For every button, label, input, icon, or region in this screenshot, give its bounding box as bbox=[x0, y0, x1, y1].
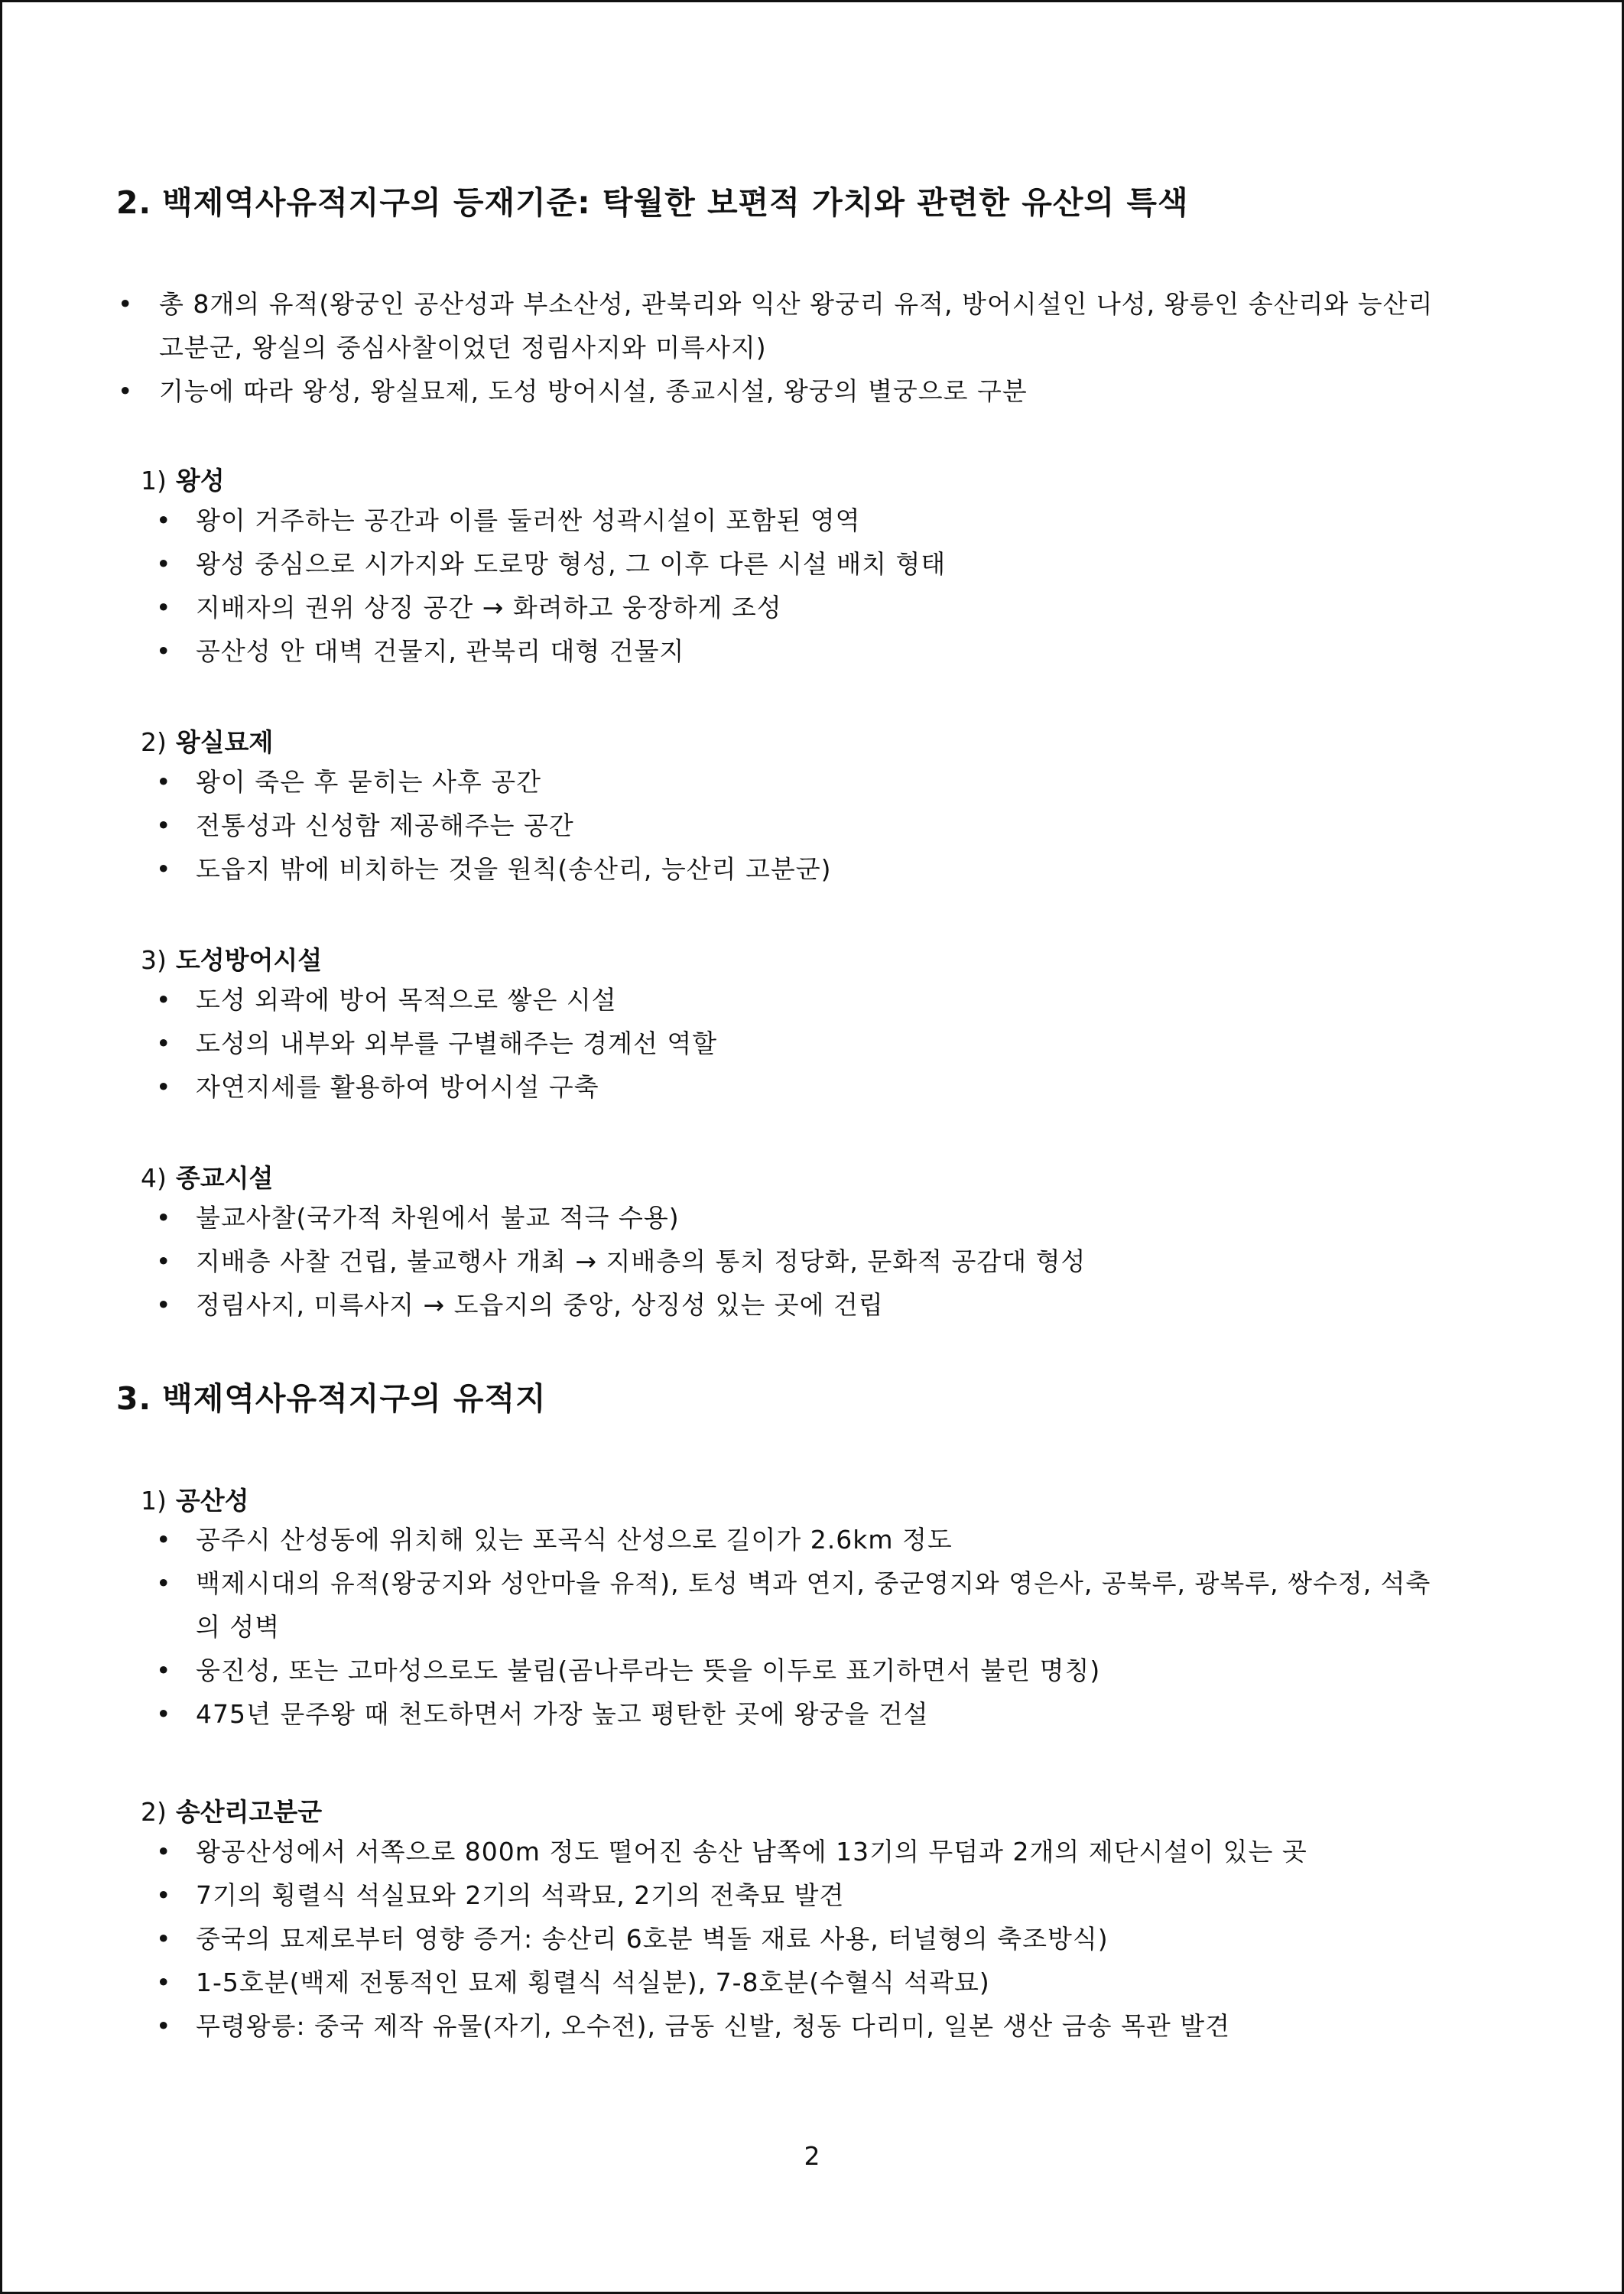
list-item: • 도성의 내부와 외부를 구별해주는 경계선 역할 bbox=[151, 1022, 1436, 1065]
section-3-title: 백제역사유적지구의 유적지 bbox=[162, 1380, 547, 1417]
section-2-number: 2. bbox=[116, 184, 152, 221]
subsection-list-songsanri-tombs bbox=[151, 1830, 1436, 2048]
subsection-number: 2) bbox=[141, 727, 167, 757]
list-item: • 정림사지, 미륵사지 → 도읍지의 중앙, 상징성 있는 곳에 건립 bbox=[151, 1283, 1436, 1327]
subsection-number: 4) bbox=[141, 1163, 167, 1193]
list-item: • 전통성과 신성함 제공해주는 공간 bbox=[151, 804, 1436, 847]
list-item: • 백제시대의 유적(왕궁지와 성안마을 유적), 토성 벽과 연지, 중군영지와 영은사, 공북루, 광복루, 쌍수정, 석축의 성벽 bbox=[151, 1561, 1436, 1649]
subsection-title: 왕실묘제 bbox=[175, 727, 274, 757]
subsection-heading-capital-defense bbox=[141, 941, 322, 976]
list-item: • 지배층 사찰 건립, 불교행사 개최 → 지배층의 통치 정당화, 문화적 공감대 형성 bbox=[151, 1240, 1436, 1283]
list-item: • 중국의 묘제로부터 영향 증거: 송산리 6호분 벽돌 재료 사용, 터널형의 축조방식) bbox=[151, 1917, 1436, 1961]
section-2-heading bbox=[116, 177, 1189, 223]
subsection-list-gongsanseong bbox=[151, 1518, 1436, 1736]
list-item: • 공산성 안 대벽 건물지, 관북리 대형 건물지 bbox=[151, 629, 1436, 673]
subsection-heading-songsanri-tombs bbox=[141, 1792, 322, 1828]
subsection-heading-royal-tombs bbox=[141, 723, 273, 759]
list-item: • 왕성 중심으로 시가지와 도로망 형성, 그 이후 다른 시설 배치 형태 bbox=[151, 542, 1436, 586]
subsection-number: 1) bbox=[141, 466, 167, 496]
subsection-heading-gongsanseong bbox=[141, 1481, 249, 1517]
list-item: • 1-5호분(백제 전통적인 묘제 횡렬식 석실분), 7-8호분(수혈식 석곽묘) bbox=[151, 1961, 1436, 2004]
section-3-heading bbox=[116, 1373, 547, 1418]
list-item: • 왕공산성에서 서쪽으로 800m 정도 떨어진 송산 남쪽에 13기의 무덤과 2개의 제단시설이 있는 곳 bbox=[151, 1830, 1436, 1873]
subsection-number: 2) bbox=[141, 1797, 167, 1827]
list-item: • 왕이 죽은 후 묻히는 사후 공간 bbox=[151, 760, 1436, 804]
subsection-title: 왕성 bbox=[175, 466, 225, 496]
list-item: • 지배자의 권위 상징 공간 → 화려하고 웅장하게 조성 bbox=[151, 586, 1436, 629]
section-3-number: 3. bbox=[116, 1380, 152, 1417]
section-2-bullet-list bbox=[116, 282, 1439, 413]
subsection-list-wangseong bbox=[151, 499, 1436, 673]
subsection-title: 공산성 bbox=[175, 1486, 249, 1516]
subsection-number: 1) bbox=[141, 1486, 167, 1516]
page-number: 2 bbox=[804, 2141, 820, 2171]
subsection-list-capital-defense bbox=[151, 978, 1436, 1109]
subsection-title: 종교시설 bbox=[175, 1163, 274, 1193]
list-item: • 공주시 산성동에 위치해 있는 포곡식 산성으로 길이가 2.6km 정도 bbox=[151, 1518, 1436, 1561]
subsection-heading-wangseong bbox=[141, 461, 225, 497]
list-item: • 왕이 거주하는 공간과 이를 둘러싼 성곽시설이 포함된 영역 bbox=[151, 499, 1436, 542]
list-item: • 475년 문주왕 때 천도하면서 가장 높고 평탄한 곳에 왕궁을 건설 bbox=[151, 1692, 1436, 1736]
section-2-title: 백제역사유적지구의 등재기준: 탁월한 보편적 가치와 관련한 유산의 특색 bbox=[162, 184, 1189, 221]
list-item: • 웅진성, 또는 고마성으로도 불림(곰나루라는 뜻을 이두로 표기하면서 불린 명칭) bbox=[151, 1649, 1436, 1692]
subsection-list-religious-facilities bbox=[151, 1196, 1436, 1327]
list-item: • 도성 외곽에 방어 목적으로 쌓은 시설 bbox=[151, 978, 1436, 1022]
subsection-heading-religious-facilities bbox=[141, 1158, 273, 1194]
list-item: • 불교사찰(국가적 차원에서 불교 적극 수용) bbox=[151, 1196, 1436, 1240]
list-item: • 기능에 따라 왕성, 왕실묘제, 도성 방어시설, 종교시설, 왕궁의 별궁으로 구분 bbox=[116, 369, 1439, 413]
subsection-title: 도성방어시설 bbox=[175, 945, 323, 975]
list-item: • 총 8개의 유적(왕궁인 공산성과 부소산성, 관북리와 익산 왕궁리 유적, 방어시설인 나성, 왕릉인 송산리와 능산리 고분군, 왕실의 중심사찰이었던 정림사지와 미륵사지) bbox=[116, 282, 1439, 369]
list-item: • 7기의 횡렬식 석실묘와 2기의 석곽묘, 2기의 전축묘 발견 bbox=[151, 1873, 1436, 1917]
list-item: • 도읍지 밖에 비치하는 것을 원칙(송산리, 능산리 고분군) bbox=[151, 847, 1436, 891]
subsection-list-royal-tombs bbox=[151, 760, 1436, 891]
subsection-number: 3) bbox=[141, 945, 167, 975]
list-item: • 무령왕릉: 중국 제작 유물(자기, 오수전), 금동 신발, 청동 다리미, 일본 생산 금송 목관 발견 bbox=[151, 2004, 1436, 2048]
list-item: • 자연지세를 활용하여 방어시설 구축 bbox=[151, 1065, 1436, 1109]
subsection-title: 송산리고분군 bbox=[175, 1797, 323, 1827]
